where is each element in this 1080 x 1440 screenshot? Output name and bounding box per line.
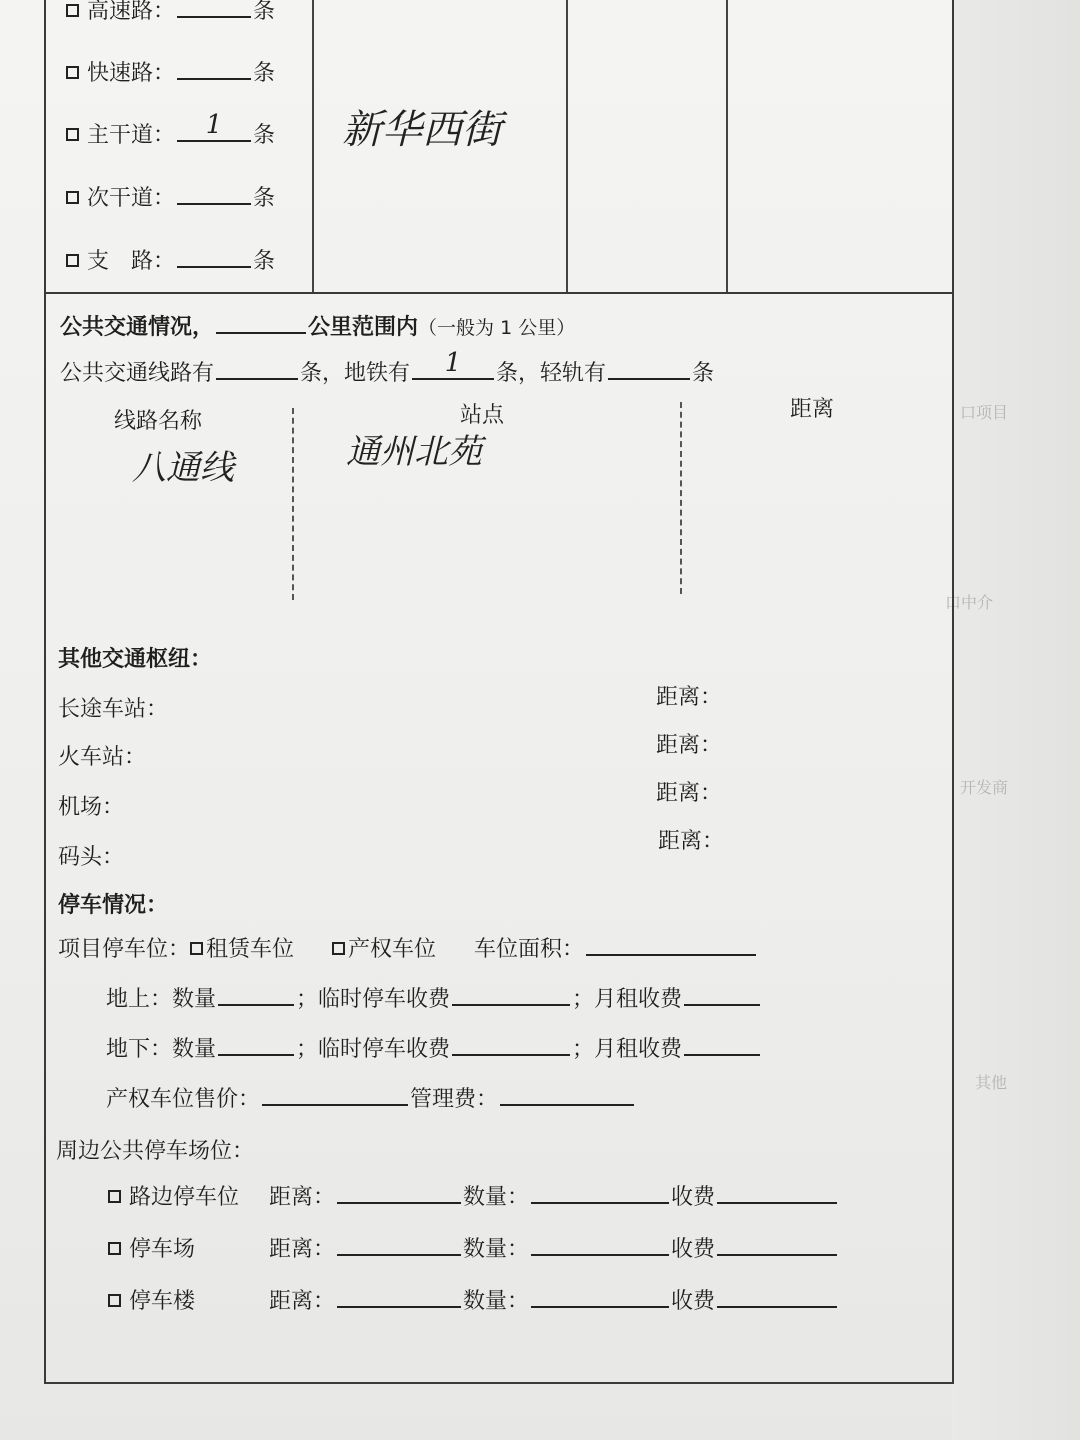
distance-label: 距离： [269,1289,336,1314]
bleed-text: 开发商 [960,778,1009,797]
above-ground-row [106,982,762,1013]
distance-field[interactable] [337,1288,461,1308]
transit-title: 公共交通情况， [60,315,215,340]
road-count-field[interactable] [177,248,251,268]
quantity-field[interactable] [531,1236,669,1256]
rent-option-label: 租赁车位 [206,937,295,962]
hub-train-label: 火车站： [58,745,147,770]
below-monthly-fee-field[interactable] [684,1036,760,1056]
nearby-type-label: 路边停车位 [129,1185,240,1210]
distance-label: 距离： [269,1185,336,1210]
checkbox[interactable] [108,1242,121,1255]
unit-label: 条 [253,186,276,211]
fee-field[interactable] [717,1288,837,1308]
fee-label: 收费 [671,1185,716,1210]
temp-fee-label: ；临时停车收费 [296,1037,451,1062]
road-count-field[interactable] [177,60,251,80]
nearby-type-label: 停车场 [129,1237,196,1262]
quantity-label: 数量： [463,1289,530,1314]
hubs-title: 其他交通枢纽： [58,647,213,672]
underground-row [106,1032,762,1063]
owned-option-label: 产权车位 [348,937,437,962]
road-label: 快速路： [87,61,176,86]
bleed-text: 口项目 [960,403,1009,422]
checkbox[interactable] [66,4,79,17]
hub-distance-label: 距离： [658,829,725,854]
road-count-field[interactable] [177,185,251,205]
fee-field[interactable] [717,1236,837,1256]
handwritten-road-name: 新华西街 [342,107,502,153]
checkbox-rent[interactable] [190,942,203,955]
space-area-field[interactable] [586,936,756,956]
quantity-field[interactable] [531,1288,669,1308]
transit-range-suffix: 公里范围内 [308,315,419,340]
road-row-highway [66,0,275,25]
transit-header [60,310,575,341]
checkbox[interactable] [66,66,79,79]
hub-pier-label: 码头： [58,845,125,870]
transit-range-note: （一般为 1 公里） [418,317,576,339]
hub-distance-label: 距离： [656,733,723,758]
checkbox[interactable] [108,1190,121,1203]
monthly-fee-label: ；月租收费 [572,987,683,1012]
distance-field[interactable] [337,1236,461,1256]
hub-airport-label: 机场： [58,795,125,820]
road-label: 主干道： [87,123,176,148]
project-parking-row [58,932,758,963]
distance-field[interactable] [337,1184,461,1204]
bus-lines-field[interactable] [216,360,298,380]
owned-price-field[interactable] [262,1086,408,1106]
checkbox[interactable] [66,254,79,267]
road-count-field[interactable] [177,0,251,18]
space-area-label: 车位面积： [474,937,585,962]
nearby-type-label: 停车楼 [129,1289,196,1314]
hub-distance-label: 距离： [656,685,723,710]
underlying-page [952,0,1080,1440]
quantity-field[interactable] [531,1184,669,1204]
road-count-value: 1 [205,110,223,140]
road-label: 高速路： [87,0,176,24]
subway-count-value: 1 [444,348,462,378]
unit-label: 条 [692,361,715,386]
road-label: 次干道： [87,186,176,211]
unit-label: 条 [253,249,276,274]
above-qty-field[interactable] [218,986,294,1006]
lightrail-field[interactable] [608,360,690,380]
unit-label: 条 [253,61,276,86]
owned-price-label: 产权车位售价： [106,1087,261,1112]
bus-lines-label: 公共交通线路有 [60,361,215,386]
nearby-garage-row [108,1284,839,1315]
column-header-station: 站点 [460,403,505,428]
road-row-secondary [66,181,275,212]
above-qty-label: 地上：数量 [106,987,217,1012]
fee-field[interactable] [717,1184,837,1204]
handwritten-station-name: 通州北苑 [346,432,482,472]
column-divider [292,408,294,600]
below-qty-label: 地下：数量 [106,1037,217,1062]
distance-label: 距离： [269,1237,336,1262]
subway-field[interactable] [412,348,494,380]
nearby-parking-title: 周边公共停车场位： [56,1139,255,1164]
bleed-text: 口中介 [945,593,994,612]
checkbox[interactable] [108,1294,121,1307]
road-count-field[interactable] [177,110,251,142]
hub-long-distance-label: 长途车站： [58,697,169,722]
unit-label: 条 [253,123,276,148]
quantity-label: 数量： [463,1237,530,1262]
parking-title: 停车情况： [58,893,169,918]
column-header-line-name: 线路名称 [114,409,203,434]
road-row-branch [66,244,275,275]
unit-label: 条 [253,0,276,24]
subway-label: 条，地铁有 [300,361,411,386]
road-row-expressway [66,56,275,87]
below-qty-field[interactable] [218,1036,294,1056]
column-divider [566,0,568,292]
hub-distance-label: 距离： [656,781,723,806]
mgmt-fee-label: 管理费： [410,1087,499,1112]
road-row-arterial [66,110,276,149]
owned-price-row [106,1082,636,1113]
column-divider [680,402,682,594]
fee-label: 收费 [671,1289,716,1314]
nearby-lot-row [108,1232,839,1263]
project-parking-label: 项目停车位： [58,937,191,962]
handwritten-line-name: 八通线 [132,448,234,488]
above-temp-fee-field[interactable] [452,986,570,1006]
fee-label: 收费 [671,1237,716,1262]
checkbox-owned[interactable] [332,942,345,955]
mgmt-fee-field[interactable] [500,1086,634,1106]
nearby-roadside-row [108,1180,839,1211]
below-temp-fee-field[interactable] [452,1036,570,1056]
above-monthly-fee-field[interactable] [684,986,760,1006]
temp-fee-label: ；临时停车收费 [296,987,451,1012]
quantity-label: 数量： [463,1185,530,1210]
column-divider [726,0,728,292]
column-divider [312,0,314,292]
transit-lines-row [60,348,715,387]
column-header-distance: 距离 [790,397,835,422]
road-label: 支 路： [87,249,176,274]
section-divider [46,292,952,294]
monthly-fee-label: ；月租收费 [572,1037,683,1062]
checkbox[interactable] [66,128,79,141]
lightrail-label: 条，轻轨有 [496,361,607,386]
transit-range-field[interactable] [216,314,306,334]
bleed-text: 其他 [975,1073,1008,1092]
checkbox[interactable] [66,191,79,204]
